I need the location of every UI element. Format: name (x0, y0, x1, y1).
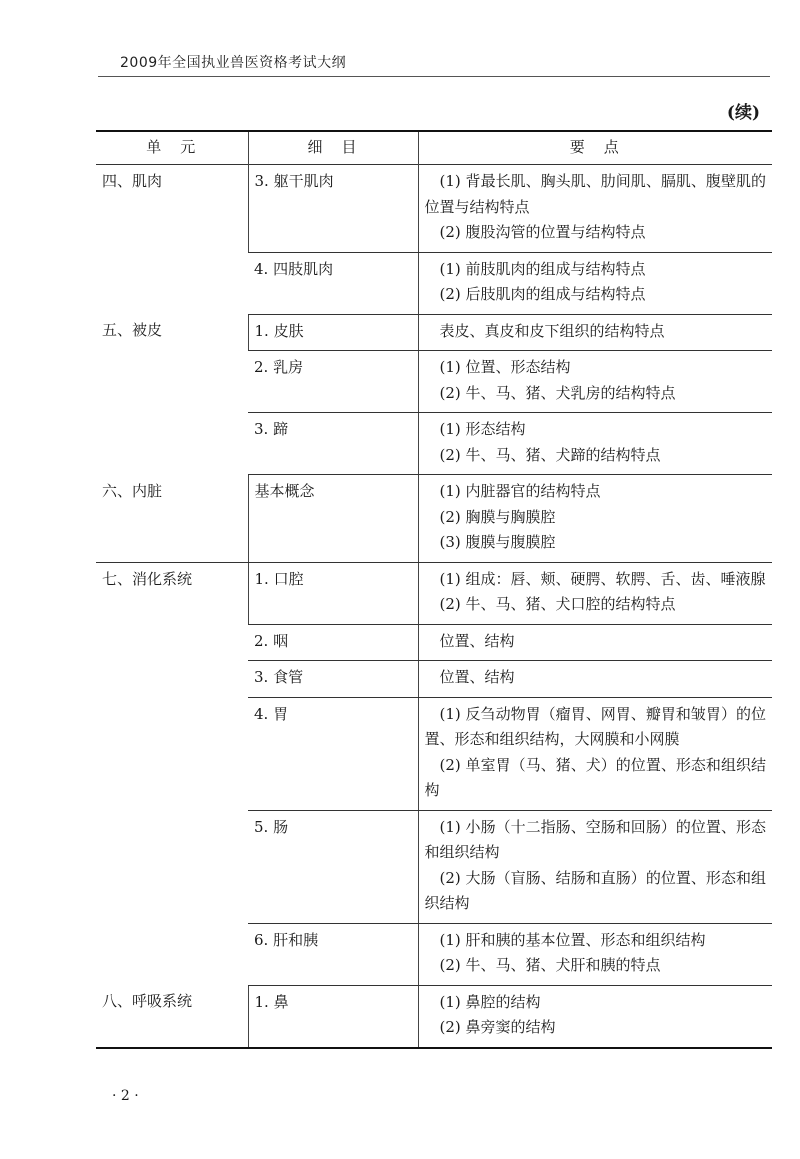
point-item: (1) 小肠（十二指肠、空肠和回肠）的位置、形态和组织结构 (424, 817, 766, 861)
points-cell (418, 413, 772, 475)
syllabus-table (96, 130, 772, 1049)
detail-cell: 基本概念 (248, 475, 418, 563)
table-header-row (96, 131, 772, 165)
point-item: (1) 鼻腔的结构 (439, 992, 541, 1011)
table-row (96, 475, 772, 563)
detail-cell: 1. 皮肤 (248, 314, 418, 351)
point-item: (1) 形态结构 (439, 420, 526, 438)
detail-cell: 1. 鼻 (248, 985, 418, 1048)
points-cell (418, 697, 772, 810)
point-item: (1) 位置、形态结构 (439, 358, 571, 376)
point-item: (2) 后肢肌肉的组成与结构特点 (439, 285, 646, 303)
detail-cell: 2. 乳房 (248, 351, 418, 413)
points-cell (418, 562, 772, 624)
detail-cell: 5. 肠 (248, 810, 418, 923)
points-cell (418, 351, 772, 413)
point-item: (2) 腹股沟管的位置与结构特点 (439, 223, 646, 241)
points-cell (418, 661, 772, 698)
point-item: 表皮、真皮和皮下组织的结构特点 (439, 321, 665, 340)
unit-cell: 四、肌肉 (102, 172, 163, 190)
point-item: (2) 牛、马、猪、犬蹄的结构特点 (439, 445, 661, 464)
point-item: (2) 大肠（盲肠、结肠和直肠）的位置、形态和组织结构 (424, 868, 766, 912)
point-item: 位置、结构 (439, 631, 515, 650)
table-row (96, 562, 772, 624)
points-cell (418, 985, 772, 1048)
points-cell (418, 314, 772, 351)
points-cell (418, 475, 772, 563)
column-header-unit: 单 元 (146, 138, 198, 157)
column-header-detail: 细 目 (248, 131, 418, 165)
point-item: (2) 牛、马、猪、犬口腔的结构特点 (439, 595, 676, 613)
detail-cell: 6. 肝和胰 (248, 923, 418, 985)
point-item: (2) 牛、马、猪、犬肝和胰的特点 (439, 956, 661, 974)
points-cell (418, 624, 772, 661)
detail-cell: 3. 食管 (248, 661, 418, 698)
point-item: (1) 前肢肌肉的组成与结构特点 (439, 259, 646, 278)
unit-cell: 八、呼吸系统 (96, 985, 248, 1048)
continued-label: (续) (726, 103, 760, 123)
point-item: (2) 牛、马、猪、犬乳房的结构特点 (439, 383, 676, 402)
column-header-points: 要 点 (418, 131, 772, 165)
detail-cell: 4. 胃 (248, 697, 418, 810)
point-item: (2) 单室胃（马、猪、犬）的位置、形态和组织结构 (424, 755, 766, 799)
detail-cell: 4. 四肢肌肉 (248, 252, 418, 314)
unit-cell: 五、被皮 (102, 321, 163, 339)
points-cell (418, 165, 772, 253)
detail-cell: 3. 蹄 (248, 413, 418, 475)
points-cell (418, 923, 772, 985)
points-cell (418, 252, 772, 314)
table-row (96, 985, 772, 1048)
unit-cell: 六、内脏 (96, 475, 248, 563)
running-header-title: 2009年全国执业兽医资格考试大纲 (120, 55, 347, 71)
detail-cell: 2. 咽 (248, 624, 418, 661)
point-item: (3) 腹膜与腹膜腔 (439, 533, 556, 551)
syllabus-table-container (96, 130, 772, 1049)
point-item: (1) 组成：唇、颊、硬腭、软腭、舌、齿、唾液腺 (439, 569, 766, 588)
point-item: (1) 反刍动物胃（瘤胃、网胃、瓣胃和皱胃）的位置、形态和组织结构，大网膜和小网膜 (424, 704, 766, 748)
page-number: · 2 · (112, 1088, 139, 1104)
header-divider (98, 76, 770, 77)
detail-cell: 3. 躯干肌肉 (248, 165, 418, 253)
detail-cell: 1. 口腔 (248, 562, 418, 624)
table-row (96, 314, 772, 351)
points-cell (418, 810, 772, 923)
point-item: (1) 肝和胰的基本位置、形态和组织结构 (439, 930, 706, 949)
point-item: (1) 背最长肌、胸头肌、肋间肌、膈肌、腹壁肌的位置与结构特点 (424, 172, 766, 216)
unit-cell: 七、消化系统 (102, 569, 193, 588)
table-row (96, 165, 772, 253)
point-item: (2) 胸膜与胸膜腔 (439, 507, 556, 526)
point-item: (2) 鼻旁窦的结构 (439, 1018, 556, 1036)
point-item: 位置、结构 (439, 668, 515, 686)
point-item: (1) 内脏器官的结构特点 (439, 482, 601, 500)
